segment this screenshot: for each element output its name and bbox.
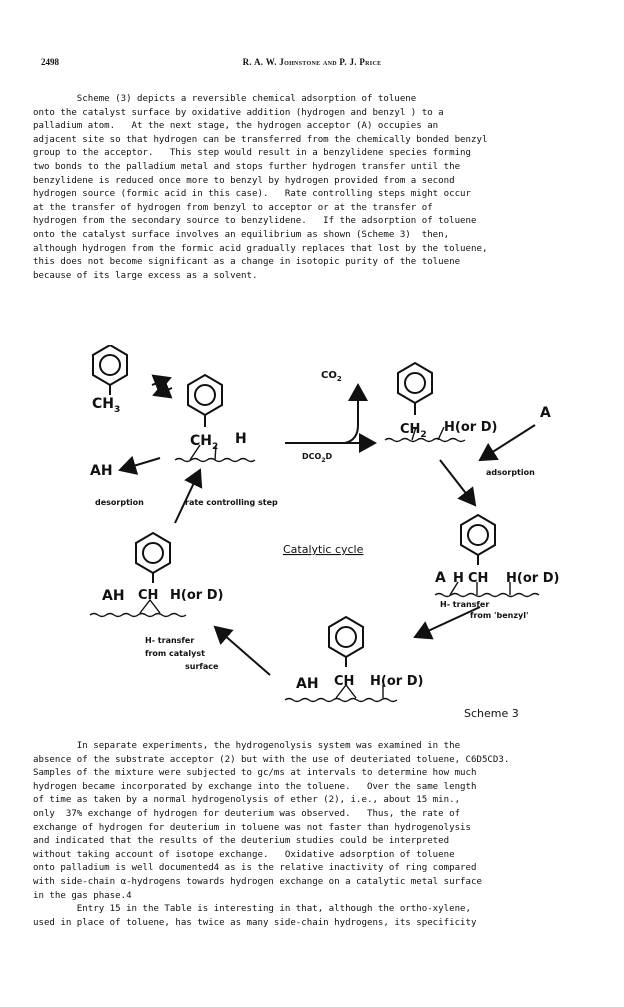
text-line: benzylidene is reduced once more to benzyl by hydrogen provided from a second bbox=[33, 175, 455, 186]
benzyl-adsorbed-ring bbox=[188, 375, 222, 427]
running-title-authors: R. A. W. Johnstone and P. J. Price bbox=[242, 57, 382, 67]
paragraph-2 bbox=[33, 740, 593, 930]
text-line: onto palladium is well documented4 as is the relative inactivity of ring compared bbox=[33, 863, 477, 874]
text-line: onto the catalyst surface involves an equilibrium as shown (Scheme 3) then, bbox=[33, 229, 450, 240]
text-line: because of its large excess as a solvent. bbox=[33, 270, 258, 281]
text-line: hydrogen source (formic acid in this case). Rate controlling steps might occur bbox=[33, 189, 471, 200]
page-header bbox=[0, 57, 624, 73]
h-transfer-label: H- transfer bbox=[440, 600, 490, 609]
ch3-label: $CH_3$ bbox=[92, 396, 121, 415]
text-line: Samples of the mixture were subjected to gc/ms at intervals to determine how much bbox=[33, 768, 477, 779]
benzylidene-bottom-ring bbox=[329, 617, 363, 667]
toluene-ring bbox=[93, 345, 127, 395]
text-line: adjacent site so that hydrogen can be transferred from the chemically bonded benzyl bbox=[33, 134, 488, 145]
text-line: used in place of toluene, has twice as many side-chain hydrogens, its specificity bbox=[33, 917, 477, 928]
page-number: 2498 bbox=[41, 57, 59, 67]
ch2-label: $CH_2$ bbox=[400, 422, 427, 440]
benzyl-deuterium-ring bbox=[398, 363, 432, 415]
h-label: H bbox=[235, 431, 247, 447]
text-line: hydrogen from the secondary source to benzylidene. If the adsorption of toluene bbox=[33, 216, 477, 227]
catalytic-cycle-label: Catalytic cycle bbox=[283, 543, 364, 556]
adsorption-label: adsorption bbox=[486, 468, 535, 477]
arrow-rate-step bbox=[175, 470, 200, 523]
benzyl-acceptor-ring bbox=[461, 515, 495, 565]
h-or-d-label: H(or D) bbox=[444, 420, 498, 435]
h-label: H bbox=[453, 571, 464, 586]
arrow-adsorption bbox=[440, 460, 475, 505]
text-line: group to the acceptor. This step would result in a benzylidene species forming bbox=[33, 148, 471, 159]
h-or-d-label: H(or D) bbox=[370, 674, 424, 689]
ch2-label: $CH_2$ bbox=[190, 433, 219, 452]
text-line: exchange of hydrogen for deuterium in toluene was not faster than hydrogenolysis bbox=[33, 822, 471, 833]
ah-label: AH bbox=[296, 676, 319, 692]
arrow-h-transfer-surface bbox=[215, 627, 270, 675]
ah-label: AH bbox=[102, 588, 125, 604]
text-line: palladium atom. At the next stage, the hydrogen acceptor (A) occupies an bbox=[33, 121, 439, 132]
rate-step-label: rate controlling step bbox=[185, 498, 278, 507]
ch-label: CH bbox=[138, 588, 159, 603]
text-line: at the transfer of hydrogen from benzyl to acceptor or at the transfer of bbox=[33, 202, 433, 213]
ah-label: AH bbox=[90, 463, 113, 479]
co2-label: $CO_2$ bbox=[321, 370, 342, 383]
text-line: only 37% exchange of hydrogen for deuterium was observed. Thus, the rate of bbox=[33, 808, 461, 819]
text-line: hydrogen became incorporated by exchange into the toluene. Over the same length bbox=[33, 781, 477, 792]
h-or-d-label: H(or D) bbox=[506, 571, 560, 586]
acceptor-label: A bbox=[435, 570, 446, 586]
h-or-d-label: H(or D) bbox=[170, 588, 224, 603]
scheme-3-label: Scheme 3 bbox=[464, 707, 519, 720]
h-transfer-label: H- transfer bbox=[145, 636, 195, 645]
h-transfer-label: surface bbox=[185, 662, 219, 671]
text-line: this does not become significant as a change in isotopic purity of the toluene bbox=[33, 257, 461, 268]
arrow-co2-reaction bbox=[285, 385, 358, 443]
text-line: absence of the substrate acceptor (2) but with the use of deuteriated toluene, C6D5CD3. bbox=[33, 754, 510, 765]
h-transfer-label: from catalyst bbox=[145, 649, 205, 658]
ch-label: CH bbox=[334, 674, 355, 689]
text-line: In separate experiments, the hydrogenolysis system was examined in the bbox=[33, 741, 461, 751]
paragraph-1 bbox=[33, 93, 593, 283]
text-line: of time as taken by a normal hydrogenolysis of ether (2), i.e., about 15 min., bbox=[33, 795, 461, 806]
catalyst-surface bbox=[285, 699, 397, 702]
text-line: although hydrogen from the formic acid gradually replaces that lost by the toluene, bbox=[33, 243, 488, 254]
text-line: without taking account of isotope exchange. Oxidative adsorption of toluene bbox=[33, 849, 455, 860]
arrow-to-ah bbox=[120, 458, 160, 470]
catalyst-surface bbox=[90, 614, 186, 617]
equilibrium-arrow-back bbox=[154, 388, 172, 395]
text-line: Scheme (3) depicts a reversible chemical adsorption of toluene bbox=[33, 94, 417, 104]
benzylidene-ring bbox=[136, 533, 170, 583]
desorption-label: desorption bbox=[95, 498, 144, 507]
text-line: in the gas phase.4 bbox=[33, 890, 132, 901]
text-line: Entry 15 in the Table is interesting in that, although the ortho-xylene, bbox=[33, 904, 471, 915]
h-transfer-label: from 'benzyl' bbox=[470, 611, 529, 620]
text-line: and indicated that the results of the deuterium studies could be interpreted bbox=[33, 836, 450, 847]
text-line: onto the catalyst surface by oxidative addition (hydrogen and benzyl ) to a bbox=[33, 107, 444, 118]
ch-label: CH bbox=[468, 571, 489, 586]
text-line: with side-chain α-hydrogens towards hydrogen exchange on a catalytic metal surface bbox=[33, 876, 482, 887]
dco2d-label: $DCO_2D$ bbox=[302, 452, 333, 464]
text-line: two bonds to the palladium metal and stops further hydrogen transfer until the bbox=[33, 161, 461, 172]
equilibrium-arrow-forward bbox=[152, 378, 170, 385]
acceptor-label: A bbox=[540, 405, 551, 421]
scheme-3-diagram bbox=[40, 345, 600, 735]
